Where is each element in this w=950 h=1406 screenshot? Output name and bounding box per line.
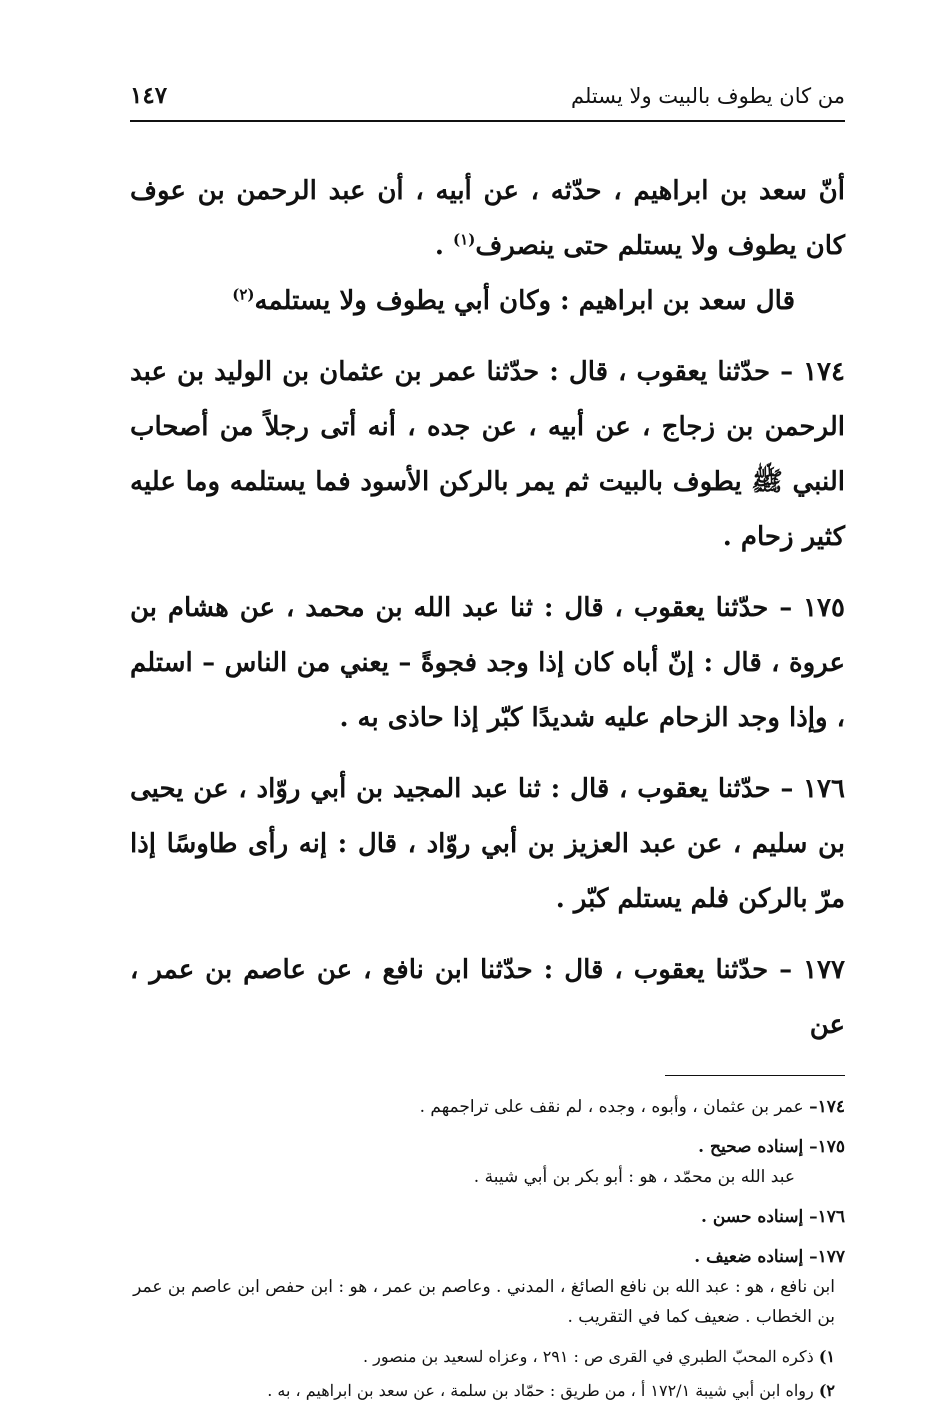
note-text: عمر بن عثمان ، وأبوه ، وجده ، لم نقف على تراجمهم . [419,1097,810,1117]
footnote-ref-1: (١) [453,230,476,249]
note-heading: إسناده ضعيف . [694,1247,810,1267]
footnote-1 [130,1342,845,1372]
note-176 [130,1202,845,1232]
footnote-separator [665,1075,845,1076]
hadith-175: ١٧٥ – حدّثنا يعقوب ، قال : ثنا عبد الله بن محمد ، عن هشام بن عروة ، قال : إنّ أباه كان إذا وجد فجوةً – يعني من الناس – استلم ، وإذا وجد الزحام عليه شديدًا كبّر إذا حاذى به . [130,593,845,733]
footnote-number: ١) [818,1347,835,1366]
paragraph-end: . [434,231,454,261]
note-177 [130,1242,845,1332]
page-number: ١٤٧ [130,82,168,109]
footnotes [130,1092,845,1406]
note-174 [130,1092,845,1122]
note-heading: إسناده حسن . [701,1207,810,1227]
paragraph-text: قال سعد بن ابراهيم : وكان أبي يطوف ولا يستلمه [254,286,795,316]
hadith-176: ١٧٦ – حدّثنا يعقوب ، قال : ثنا عبد المجيد بن أبي روّاد ، عن يحيى بن سليم ، عن عبد العزيز بن أبي روّاد ، قال : إنه رأى طاوسًا إذا مرّ بالركن فلم يستلم كبّر . [130,774,845,914]
footnote-text: رواه ابن أبي شيبة ١٧٢/١ أ ، من طريق : حمّاد بن سلمة ، عن سعد بن ابراهيم ، به . [267,1381,819,1400]
footnote-ref-2: (٢) [232,285,255,304]
hadith-174: ١٧٤ – حدّثنا يعقوب ، قال : حدّثنا عمر بن عثمان بن الوليد بن عبد الرحمن بن زجاج ، عن أبيه ، عن جده ، أنه أتى رجلاً من أصحاب النبي ﷺ يطوف بالبيت ثم يمر بالركن الأسود فما يستلمه وما عليه كثير زحام . [130,357,845,552]
note-heading: إسناده صحيح . [698,1137,810,1157]
paragraph-continuation [130,164,845,274]
note-body: ابن نافع ، هو : عبد الله بن نافع الصائغ ، المدني . وعاصم بن عمر ، هو : ابن حفص ابن عاصم بن عمر بن الخطاب . ضعيف كما في التقريب . [133,1277,835,1327]
main-text [130,164,845,1053]
running-title: من كان يطوف بالبيت ولا يستلم [570,84,845,108]
footnote-2 [130,1376,845,1406]
page-header [130,80,845,122]
note-number: ١٧٥– [809,1137,845,1157]
note-175 [130,1132,845,1192]
note-body: عبد الله بن محمّد ، هو : أبو بكر بن أبي شيبة . [473,1167,795,1187]
book-page [130,80,845,1400]
paragraph-saad-statement [130,274,845,329]
hadith-177: ١٧٧ – حدّثنا يعقوب ، قال : حدّثنا ابن نافع ، عن عاصم بن عمر ، عن [130,955,845,1040]
note-number: ١٧٦– [809,1207,845,1227]
paragraph-text: أنّ سعد بن ابراهيم ، حدّثه ، عن أبيه ، أن عبد الرحمن بن عوف كان يطوف ولا يستلم حتى ينصرف [130,176,845,261]
note-number: ١٧٤– [809,1097,845,1117]
note-number: ١٧٧– [809,1247,845,1267]
footnote-text: ذكره المحبّ الطبري في القرى ص : ٢٩١ ، وعزاه لسعيد بن منصور . [363,1347,819,1366]
footnote-number: ٢) [818,1381,835,1400]
